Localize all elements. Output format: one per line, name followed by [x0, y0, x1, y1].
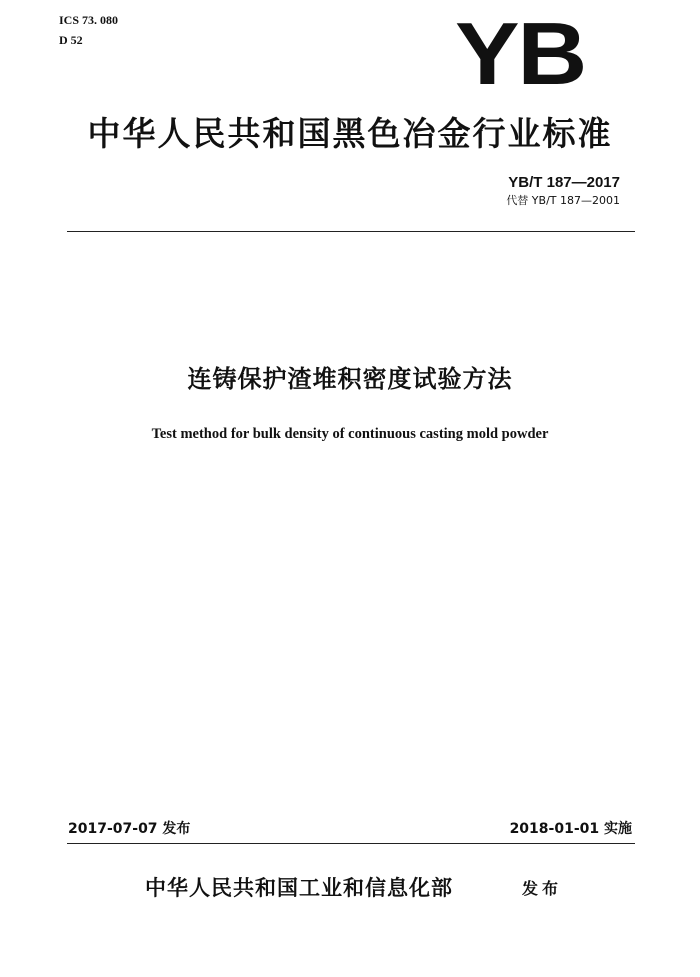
document-title-english: Test method for bulk density of continuous casting mold powder — [151, 426, 549, 442]
yb-logo: YB — [455, 4, 586, 103]
ics-number: ICS 73. 080 — [59, 13, 119, 27]
replaces-code: 代替 YB/T 187—2001 — [506, 194, 620, 207]
issue-date: 2017-07-07 发布 — [68, 821, 191, 837]
ccs-number: D 52 — [59, 33, 83, 47]
issuing-authority: 中华人民共和国工业和信息化部 — [145, 876, 453, 900]
standard-code: YB/T 187—2017 — [508, 174, 620, 191]
implementation-date: 2018-01-01 实施 — [509, 821, 632, 837]
publish-label: 发布 — [522, 879, 563, 898]
document-title-chinese: 连铸保护渣堆积密度试验方法 — [187, 365, 513, 393]
standard-category-title: 中华人民共和国黑色冶金行业标准 — [87, 114, 613, 153]
bottom-divider — [67, 843, 635, 844]
top-divider — [67, 231, 635, 232]
